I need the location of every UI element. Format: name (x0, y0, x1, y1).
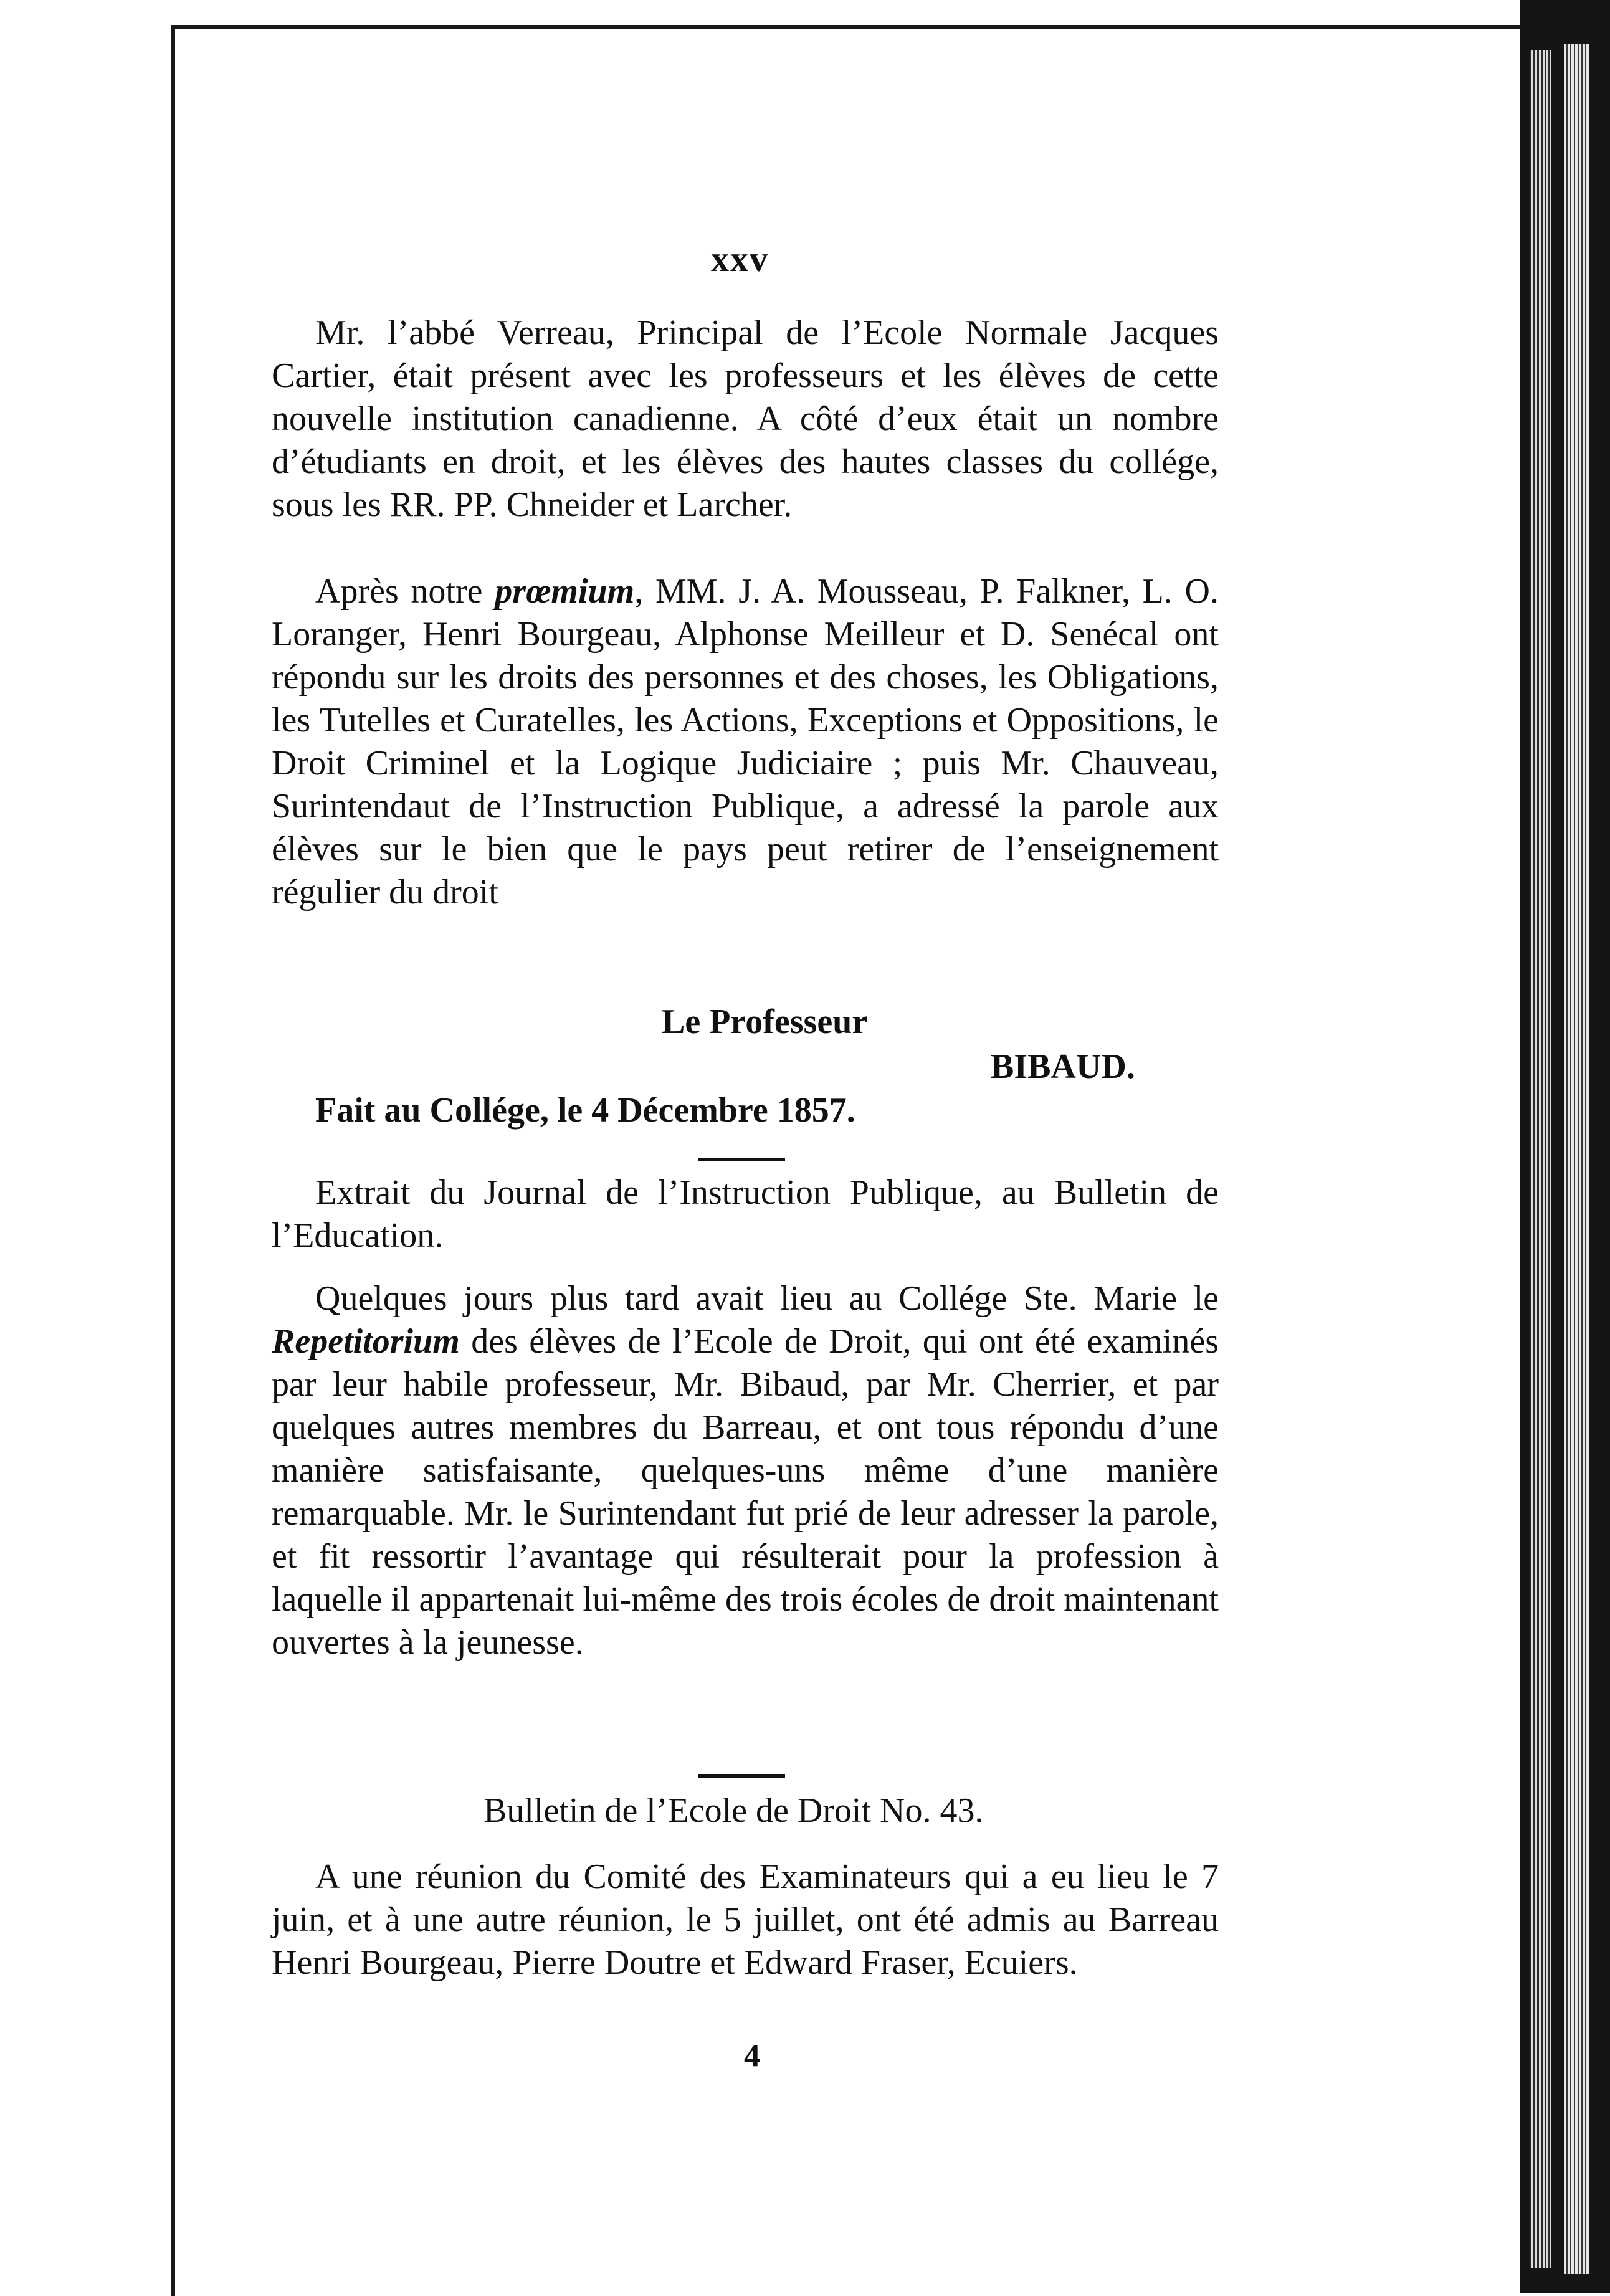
paragraph-prefix: Quelques jours plus tard avait lieu au Collége Ste. Marie le (315, 1279, 1219, 1318)
scan-page-stack (1530, 50, 1551, 2268)
paragraph-text: A une réunion du Comité des Examinateurs qui a eu lieu le 7 juin, et à une autre réunion, le 5 juillet, ont été admis au Barreau Henri Bourgeau, Pierre Doutre et Edward Fraser, Ecuiers. (272, 1857, 1219, 1982)
scan-page-edge-top (171, 25, 1530, 29)
extract-heading (272, 1171, 1219, 1257)
paragraph-admission (272, 1855, 1219, 1984)
paragraph-premium (272, 570, 1219, 914)
paragraph-rest: des élèves de l’Ecole de Droit, qui ont été examinés par leur habile professeur, Mr. Bibaud, par Mr. Cherrier, et par quelques autres membres du Barreau, et ont tous répondu d’une manière satisfaisante, quelques-uns même d’une manière remarquable. Mr. le Surintendant fut prié de leur adresser la parole, et fit ressortir l’avantage qui résulterait pour la profession à laquelle il appartenait lui-même des trois écoles de droit maintenant ouvertes à la jeunesse. (272, 1322, 1219, 1662)
page-folio: 4 (744, 2038, 760, 2074)
paragraph-text: Mr. l’abbé Verreau, Principal de l’Ecole Normale Jacques Cartier, était présent avec les professeurs et les élèves de cette nouvelle institution canadienne. A côté d’eux était un nombre d’étudiants en droit, et les élèves des hautes classes du collége, sous les RR. PP. Chneider et Larcher. (272, 313, 1219, 524)
paragraph-rest: , MM. J. A. Mousseau, P. Falkner, L. O. Loranger, Henri Bourgeau, Alphonse Meilleur et D. Senécal ont répondu sur les droits des personnes et des choses, les Obligations, les Tutelles et Curatelles, les Actions, Exceptions et Oppositions, le Droit Criminel et la Logique Judiciaire ; puis Mr. Chauveau, Surintendaut de l’Instruction Publique, a adressé la parole aux élèves sur le bien que le pays peut retirer de l’enseignement régulier du droit (272, 572, 1219, 912)
italic-term: prœmium (495, 572, 635, 611)
italic-term: Repetitorium (272, 1322, 460, 1361)
section-divider (698, 1158, 785, 1161)
scan-page-edge-left (171, 28, 175, 2296)
section-divider (698, 1774, 785, 1778)
signature-name: BIBAUD. (991, 1047, 1135, 1086)
bulletin-heading: Bulletin de l’Ecole de Droit No. 43. (483, 1791, 984, 1830)
scan-margin-left (0, 0, 93, 2293)
paragraph-repetitorium (272, 1277, 1219, 1664)
paragraph-verreau (272, 312, 1219, 526)
page-header-numeral: xxv (711, 239, 769, 279)
signature-title: Le Professeur (662, 1003, 868, 1041)
paragraph-prefix: Après notre (315, 572, 495, 611)
paragraph-text (272, 570, 1219, 914)
dateline: Fait au Collége, le 4 Décembre 1857. (315, 1091, 855, 1130)
paragraph-text (272, 1277, 1219, 1664)
heading-text: Extrait du Journal de l’Instruction Publique, au Bulletin de l’Education. (272, 1173, 1219, 1255)
scan-page-stack-outer (1564, 44, 1589, 2274)
